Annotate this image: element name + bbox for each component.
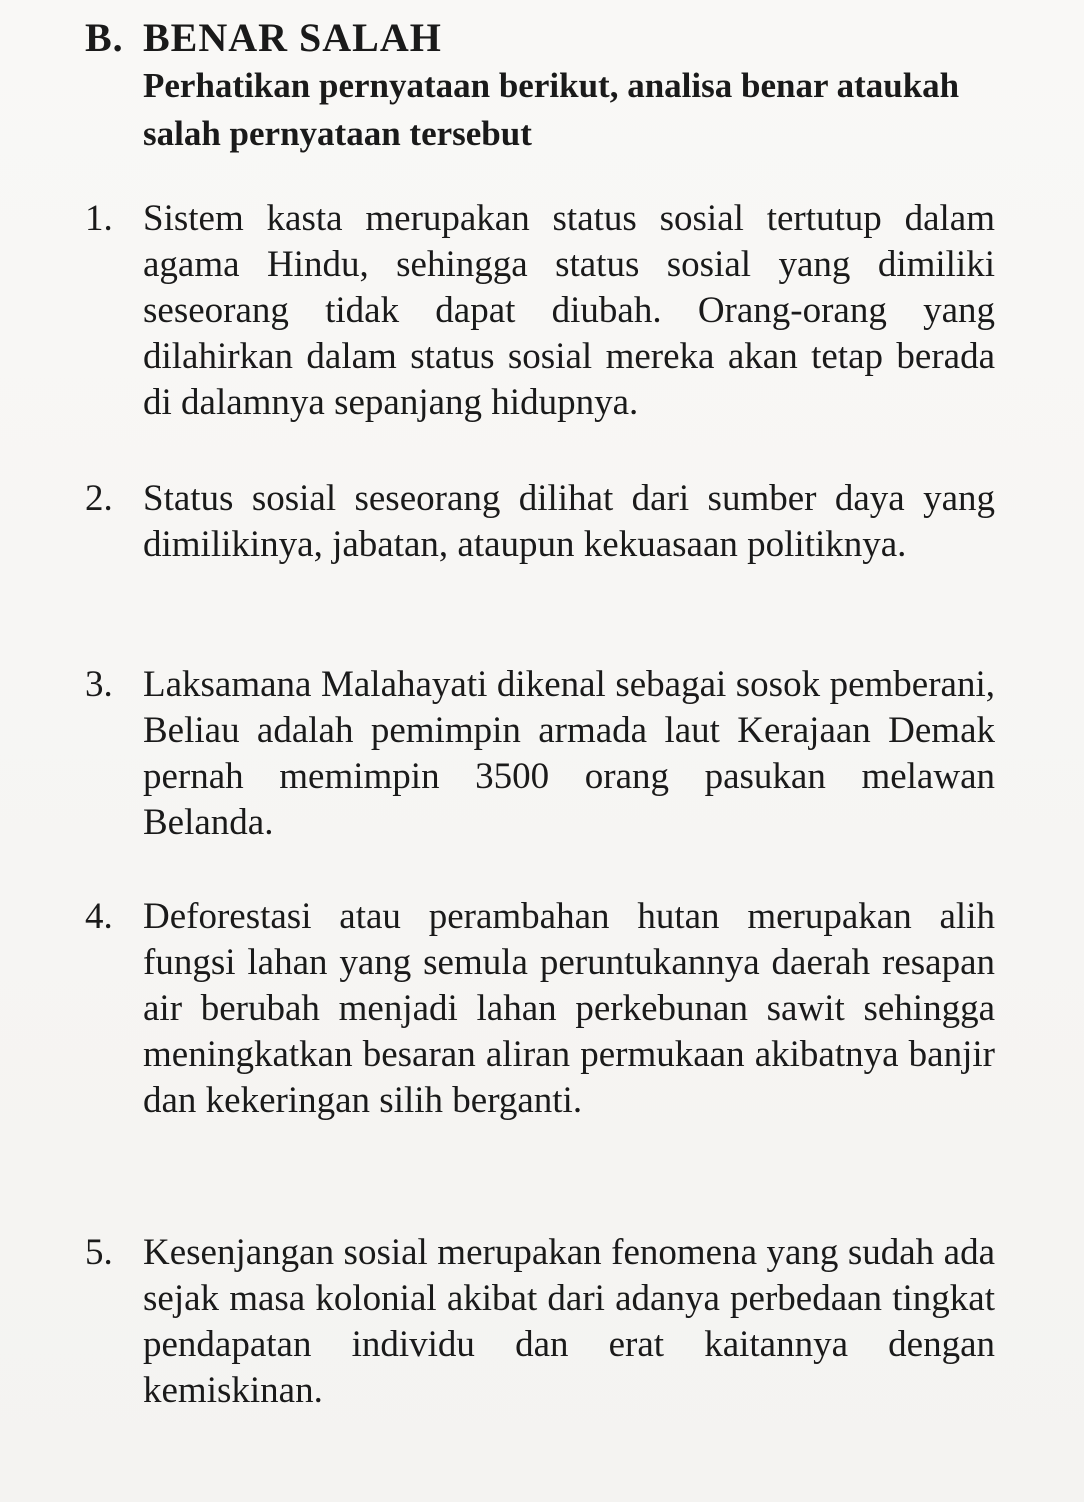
section-title — [85, 14, 442, 61]
question-item — [85, 662, 995, 846]
question-number: 5. — [85, 1232, 113, 1273]
question-text: Kesenjangan sosial merupakan fenomena yang sudah ada sejak masa kolonial akibat dari adanya perbedaan tingkat pendapatan individu dan erat kaitannya dengan kemiskinan. — [143, 1232, 995, 1411]
question-text: Status sosial seseorang dilihat dari sumber daya yang dimilikinya, jabatan, ataupun kekuasaan politiknya. — [143, 478, 995, 565]
question-item — [85, 196, 995, 426]
question-number: 2. — [85, 478, 113, 519]
question-item — [85, 1230, 995, 1414]
question-number: 1. — [85, 198, 113, 239]
question-item — [85, 894, 995, 1124]
question-number: 4. — [85, 896, 113, 937]
question-text: Deforestasi atau perambahan hutan merupakan alih fungsi lahan yang semula peruntukannya daerah resapan air berubah menjadi lahan perkebunan sawit sehingga meningkatkan besaran aliran permukaan akibatnya banjir dan kekeringan silih berganti. — [143, 896, 995, 1121]
section-letter: B. — [85, 15, 124, 60]
question-number: 3. — [85, 664, 113, 705]
section-title-text: BENAR SALAH — [143, 15, 442, 60]
question-text: Sistem kasta merupakan status sosial tertutup dalam agama Hindu, sehingga status sosial yang dimiliki seseorang tidak dapat diubah. Orang-orang yang dilahirkan dalam status sosial mereka akan tetap berada di dalamnya sepanjang hidupnya. — [143, 198, 995, 423]
question-item — [85, 476, 995, 568]
instructions-text: Perhatikan pernyataan berikut, analisa benar ataukah salah pernyataan tersebut — [143, 66, 960, 153]
question-text: Laksamana Malahayati dikenal sebagai sosok pemberani, Beliau adalah pemimpin armada laut Kerajaan Demak pernah memimpin 3500 orang pasukan melawan Belanda. — [143, 664, 995, 843]
